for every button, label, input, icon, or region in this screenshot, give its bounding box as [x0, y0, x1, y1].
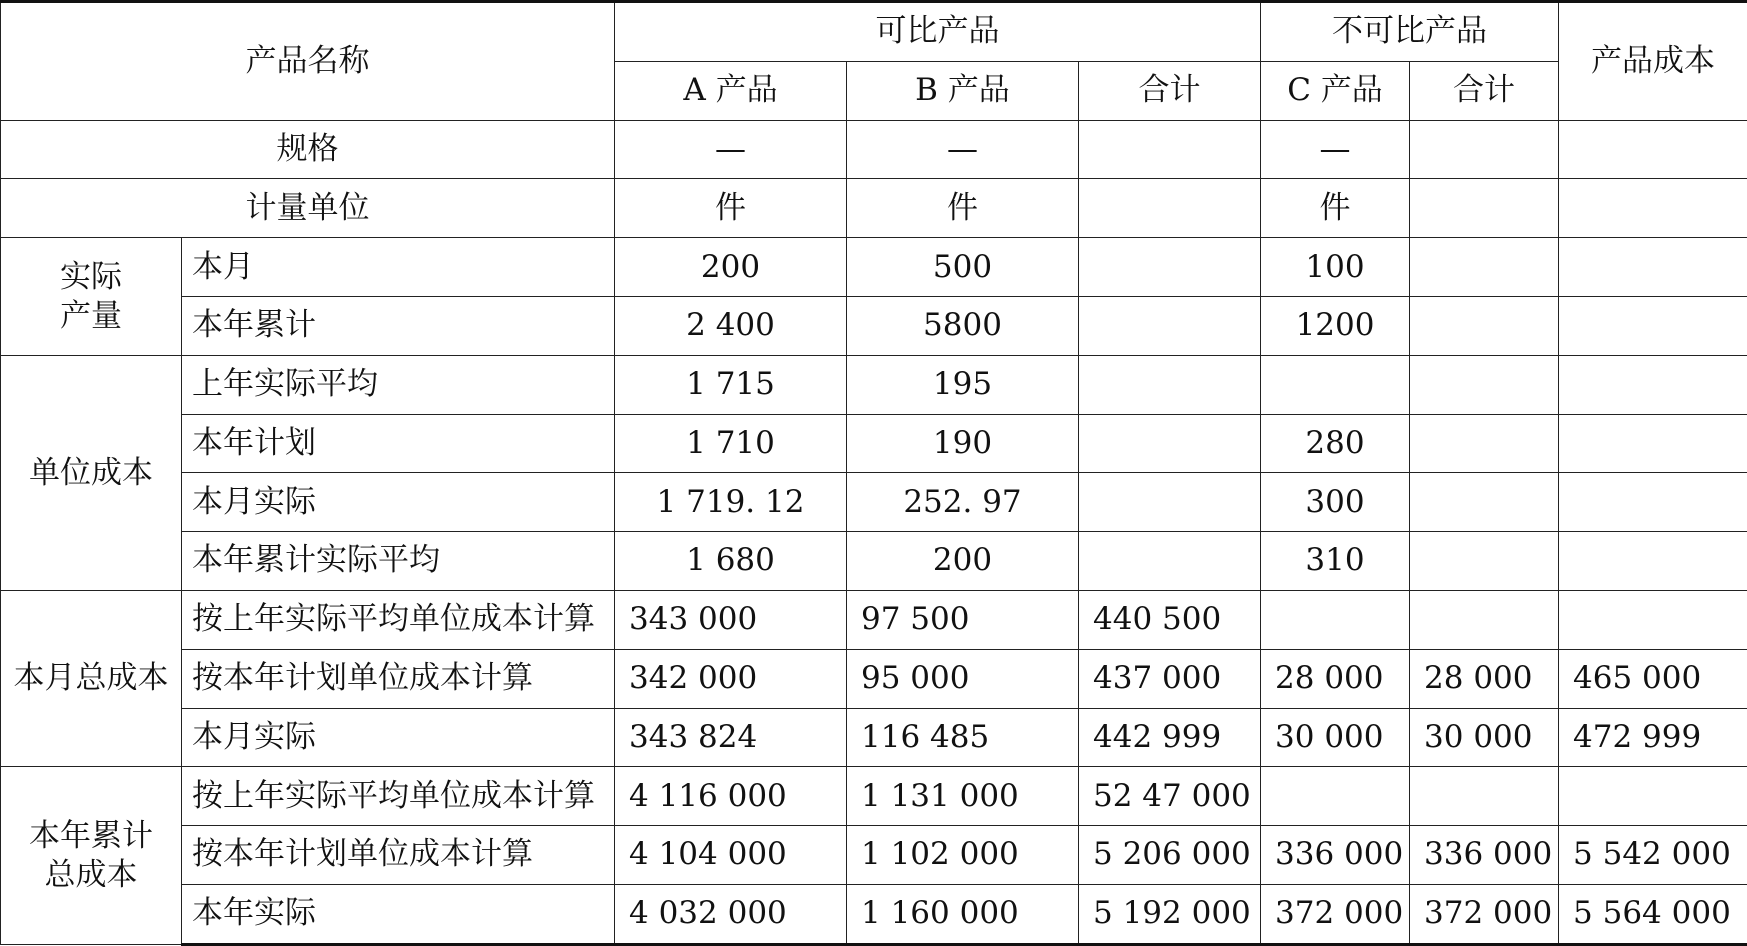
cell-b: 97 500: [847, 590, 1079, 649]
row-label: 本月实际: [182, 473, 615, 532]
cell-a: 1 719. 12: [615, 473, 847, 532]
cell-sum1: [1079, 355, 1261, 414]
row-label: 本年累计实际平均: [182, 532, 615, 591]
cell-sum1: 440 500: [1079, 590, 1261, 649]
row-label: 上年实际平均: [182, 355, 615, 414]
cell-c: [1261, 767, 1410, 826]
row-label: 按上年实际平均单位成本计算: [182, 767, 615, 826]
cell-b: 190: [847, 414, 1079, 473]
cell-cost: [1559, 355, 1747, 414]
year-total-plan-row: [1, 826, 1747, 885]
cell-sum1: [1079, 532, 1261, 591]
spec-a: —: [615, 120, 847, 179]
actual-output-line2: 产量: [60, 297, 122, 334]
row-label: 按上年实际平均单位成本计算: [182, 590, 615, 649]
cell-sum2: 372 000: [1410, 884, 1559, 944]
non-comparable-products-header: 不可比产品: [1261, 2, 1559, 62]
cell-b: 1 131 000: [847, 767, 1079, 826]
cell-c: 280: [1261, 414, 1410, 473]
cell-a: 342 000: [615, 649, 847, 708]
output-year-row: [1, 297, 1747, 356]
cell-a: 2 400: [615, 297, 847, 356]
unit-cost-year-avg-row: [1, 532, 1747, 591]
cell-cost: 5 564 000: [1559, 884, 1747, 944]
header-row-1: [1, 2, 1747, 62]
product-name-header: 产品名称: [1, 2, 615, 121]
unit-sum2: [1410, 179, 1559, 238]
cell-cost: 5 542 000: [1559, 826, 1747, 885]
cell-b: 1 160 000: [847, 884, 1079, 944]
cell-a: 4 116 000: [615, 767, 847, 826]
cell-b: 95 000: [847, 649, 1079, 708]
cell-sum2: [1410, 590, 1559, 649]
cell-a: 4 032 000: [615, 884, 847, 944]
cell-c: 30 000: [1261, 708, 1410, 767]
cell-cost: [1559, 414, 1747, 473]
unit-a: 件: [615, 179, 847, 238]
cell-b: 195: [847, 355, 1079, 414]
cell-cost: 472 999: [1559, 708, 1747, 767]
row-label: 本年累计: [182, 297, 615, 356]
cell-sum2: [1410, 297, 1559, 356]
cell-c: 336 000: [1261, 826, 1410, 885]
cell-sum1: 437 000: [1079, 649, 1261, 708]
cell-sum1: 52 47 000: [1079, 767, 1261, 826]
cell-c: 310: [1261, 532, 1410, 591]
year-total-last-year-row: [1, 767, 1747, 826]
spec-sum2: [1410, 120, 1559, 179]
spec-row: [1, 120, 1747, 179]
cell-cost: 465 000: [1559, 649, 1747, 708]
row-label: 按本年计划单位成本计算: [182, 649, 615, 708]
cell-b: 500: [847, 238, 1079, 297]
month-total-plan-row: [1, 649, 1747, 708]
cell-a: 343 824: [615, 708, 847, 767]
year-total-line2: 总成本: [44, 856, 138, 893]
output-month-row: [1, 238, 1747, 297]
cell-sum1: 5 192 000: [1079, 884, 1261, 944]
cell-b: 200: [847, 532, 1079, 591]
actual-output-line1: 实际: [60, 258, 122, 295]
year-total-group-label: [1, 767, 182, 945]
year-total-actual-row: [1, 884, 1747, 944]
cell-cost: [1559, 590, 1747, 649]
unit-cost-last-year-row: [1, 355, 1747, 414]
cell-sum2: [1410, 767, 1559, 826]
month-total-group-label: 本月总成本: [1, 590, 182, 766]
row-label: 按本年计划单位成本计算: [182, 826, 615, 885]
cell-sum2: [1410, 473, 1559, 532]
row-label: 本月: [182, 238, 615, 297]
row-label: 本年实际: [182, 884, 615, 944]
actual-output-group-label: [1, 238, 182, 356]
cell-a: 4 104 000: [615, 826, 847, 885]
cell-sum1: 442 999: [1079, 708, 1261, 767]
unit-b: 件: [847, 179, 1079, 238]
cell-b: 252. 97: [847, 473, 1079, 532]
cell-sum2: 30 000: [1410, 708, 1559, 767]
cell-sum2: [1410, 532, 1559, 591]
cell-cost: [1559, 767, 1747, 826]
cell-sum1: [1079, 414, 1261, 473]
cell-sum1: [1079, 297, 1261, 356]
cell-b: 5800: [847, 297, 1079, 356]
month-total-actual-row: [1, 708, 1747, 767]
cell-c: 300: [1261, 473, 1410, 532]
unit-sum1: [1079, 179, 1261, 238]
cell-a: 200: [615, 238, 847, 297]
cell-a: 1 710: [615, 414, 847, 473]
cell-a: 343 000: [615, 590, 847, 649]
spec-sum1: [1079, 120, 1261, 179]
cell-c: 372 000: [1261, 884, 1410, 944]
cell-sum2: [1410, 355, 1559, 414]
cell-c: [1261, 355, 1410, 414]
year-total-line1: 本年累计: [29, 817, 153, 854]
a-product-header: A 产品: [615, 61, 847, 120]
cell-c: [1261, 590, 1410, 649]
spec-label: 规格: [1, 120, 615, 179]
cell-cost: [1559, 473, 1747, 532]
row-label: 本年计划: [182, 414, 615, 473]
comparable-subtotal-header: 合计: [1079, 61, 1261, 120]
cell-sum2: [1410, 414, 1559, 473]
spec-c: —: [1261, 120, 1410, 179]
cell-c: 1200: [1261, 297, 1410, 356]
unit-cost-month-actual-row: [1, 473, 1747, 532]
month-total-last-year-row: [1, 590, 1747, 649]
unit-cost: [1559, 179, 1747, 238]
cell-sum1: 5 206 000: [1079, 826, 1261, 885]
spec-b: —: [847, 120, 1079, 179]
spec-cost: [1559, 120, 1747, 179]
b-product-header: B 产品: [847, 61, 1079, 120]
c-product-header: C 产品: [1261, 61, 1410, 120]
cell-sum2: [1410, 238, 1559, 297]
unit-cost-plan-row: [1, 414, 1747, 473]
cell-c: 100: [1261, 238, 1410, 297]
cell-b: 1 102 000: [847, 826, 1079, 885]
unit-label: 计量单位: [1, 179, 615, 238]
row-label: 本月实际: [182, 708, 615, 767]
cell-cost: [1559, 238, 1747, 297]
unit-c: 件: [1261, 179, 1410, 238]
cell-c: 28 000: [1261, 649, 1410, 708]
unit-cost-group-label: 单位成本: [1, 355, 182, 590]
product-cost-header: 产品成本: [1559, 2, 1747, 121]
comparable-products-header: 可比产品: [615, 2, 1261, 62]
non-comparable-subtotal-header: 合计: [1410, 61, 1559, 120]
cell-sum1: [1079, 473, 1261, 532]
cell-a: 1 715: [615, 355, 847, 414]
cell-b: 116 485: [847, 708, 1079, 767]
cell-sum2: 336 000: [1410, 826, 1559, 885]
cell-cost: [1559, 297, 1747, 356]
cell-sum1: [1079, 238, 1261, 297]
cell-cost: [1559, 532, 1747, 591]
cell-sum2: 28 000: [1410, 649, 1559, 708]
cell-a: 1 680: [615, 532, 847, 591]
unit-row: [1, 179, 1747, 238]
